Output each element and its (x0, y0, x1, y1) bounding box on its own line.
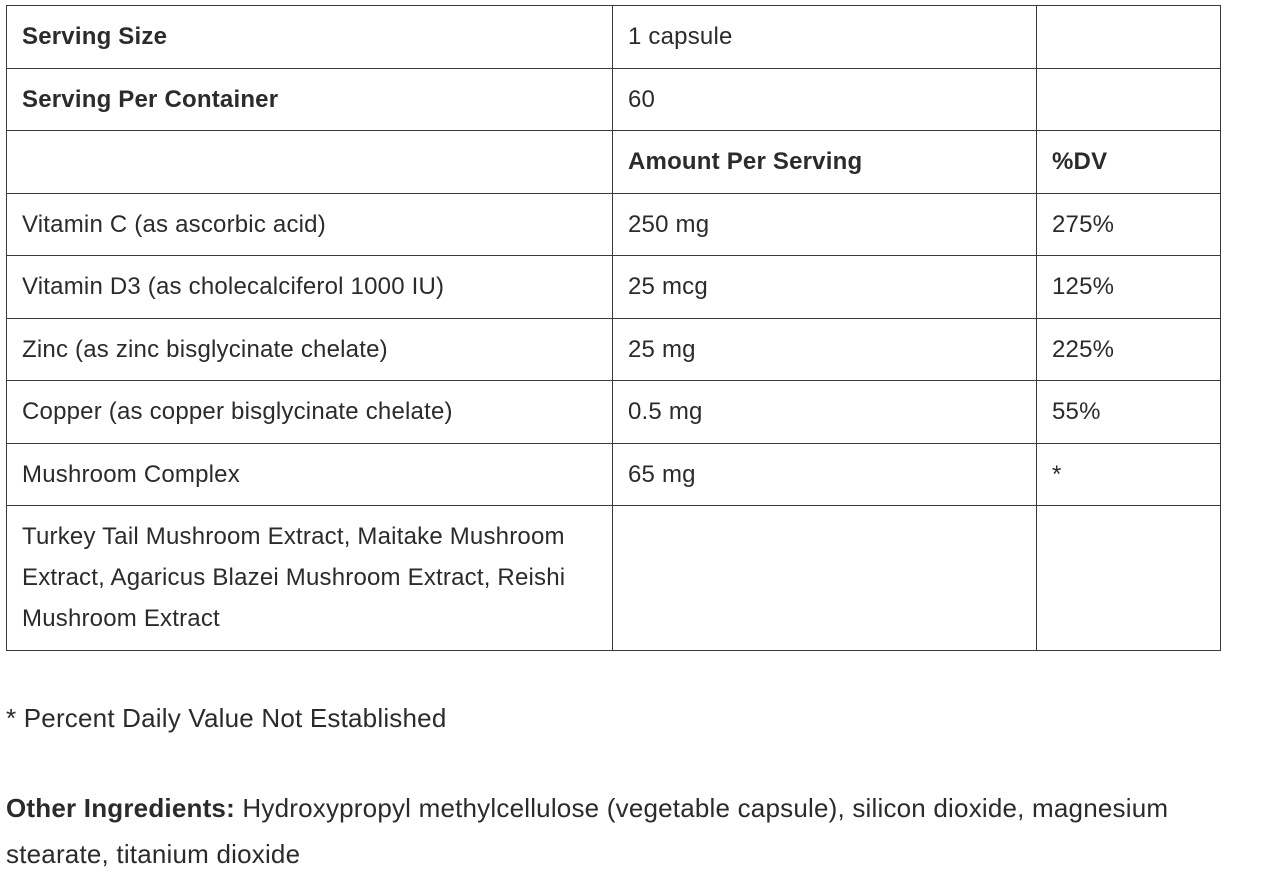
table-row (7, 318, 1221, 381)
serving-size-value: 1 capsule (613, 6, 1037, 69)
table-row (7, 256, 1221, 319)
table-row (7, 381, 1221, 444)
ingredient-name: Vitamin D3 (as cholecalciferol 1000 IU) (7, 256, 613, 319)
ingredient-dv: 225% (1037, 318, 1221, 381)
ingredient-dv: 275% (1037, 193, 1221, 256)
table-row (7, 443, 1221, 506)
ingredient-name: Mushroom Complex (7, 443, 613, 506)
servings-per-container-value: 60 (613, 68, 1037, 131)
ingredient-name: Zinc (as zinc bisglycinate chelate) (7, 318, 613, 381)
ingredient-name: Vitamin C (as ascorbic acid) (7, 193, 613, 256)
ingredient-dv (1037, 506, 1221, 651)
serving-size-label: Serving Size (7, 6, 613, 69)
servings-per-container-dv (1037, 68, 1221, 131)
other-ingredients-label: Other Ingredients: (6, 793, 235, 823)
ingredient-dv: 125% (1037, 256, 1221, 319)
other-ingredients-text: Hydroxypropyl methylcellulose (vegetable capsule), silicon dioxide, magnesium stearate, titanium dioxide (6, 793, 1169, 869)
ingredient-dv: 55% (1037, 381, 1221, 444)
servings-per-container-label: Serving Per Container (7, 68, 613, 131)
mushroom-complex-components: Turkey Tail Mushroom Extract, Maitake Mushroom Extract, Agaricus Blazei Mushroom Extract, Reishi Mushroom Extract (7, 506, 613, 651)
header-empty-cell (7, 131, 613, 194)
ingredient-amount: 250 mg (613, 193, 1037, 256)
dv-header: %DV (1037, 131, 1221, 194)
table-row (7, 193, 1221, 256)
ingredient-amount: 0.5 mg (613, 381, 1037, 444)
ingredient-amount: 65 mg (613, 443, 1037, 506)
ingredient-amount: 25 mg (613, 318, 1037, 381)
other-ingredients (6, 785, 1236, 877)
ingredient-name: Copper (as copper bisglycinate chelate) (7, 381, 613, 444)
serving-size-dv (1037, 6, 1221, 69)
table-row (7, 6, 1221, 69)
table-row (7, 506, 1221, 651)
ingredient-amount: 25 mcg (613, 256, 1037, 319)
ingredient-amount (613, 506, 1037, 651)
dv-footnote: * Percent Daily Value Not Established (6, 703, 447, 733)
table-header-row (7, 131, 1221, 194)
ingredient-dv: * (1037, 443, 1221, 506)
amount-per-serving-header: Amount Per Serving (613, 131, 1037, 194)
supplement-facts-table (6, 5, 1221, 651)
table-row (7, 68, 1221, 131)
